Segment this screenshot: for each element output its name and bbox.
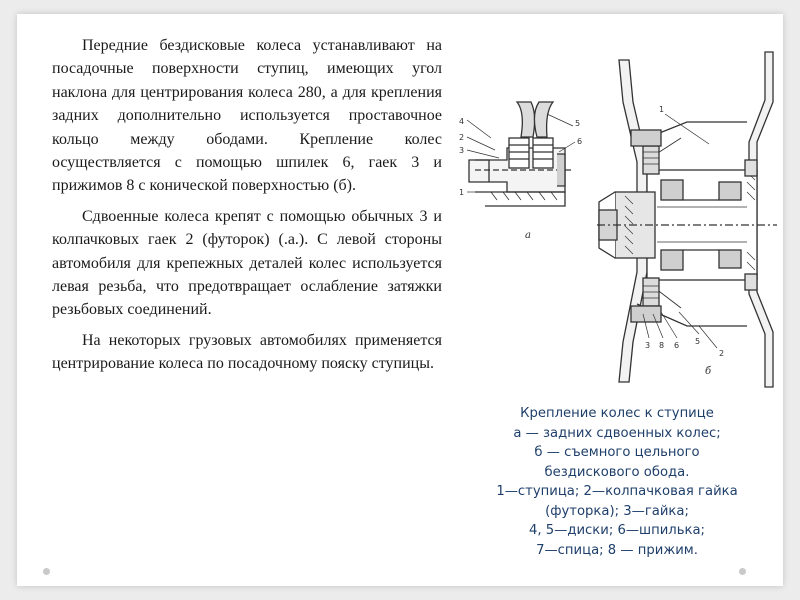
label-b-2: 2: [719, 349, 725, 358]
slide: [17, 14, 783, 586]
label-b: б: [705, 366, 712, 377]
body-text: [52, 34, 442, 383]
label-b-5: 5: [695, 337, 701, 346]
caption-line: 7—спица; 8 — прижим.: [536, 542, 698, 558]
label-a-3: 3: [459, 146, 465, 155]
label-a-6: 6: [577, 137, 583, 146]
corner-dot: [739, 568, 746, 575]
label-b-8: 8: [659, 341, 665, 350]
caption-line: бездискового обода.: [544, 464, 690, 480]
corner-dot: [43, 568, 50, 575]
caption-line: 1—ступица; 2—колпачковая гайка: [496, 484, 738, 499]
label-a: а: [525, 230, 531, 241]
label-a-4: 4: [459, 117, 465, 126]
diagram-a: [459, 102, 582, 241]
caption-line: (футорка); 3—гайка;: [545, 503, 689, 519]
paragraph-1: Передние бездисковые колеса устанавливают на посадочные поверхности ступиц, имеющих угол наклона для центрирования колеса 280, а для крепления задних дополнительно используется проставочное кольцо между ободами. Крепление колес осуществляется с помощью шпилек 6, гаек 3 и прижимов 8 с конической поверхностью (б).: [52, 37, 442, 195]
label-a-1: 1: [459, 188, 465, 197]
label-b-3: 3: [645, 341, 651, 350]
caption-line: а — задних сдвоенных колес;: [513, 425, 721, 441]
caption-line: Крепление колес к ступице: [520, 406, 714, 421]
label-b-1: 1: [659, 105, 665, 114]
label-b-6: 6: [674, 341, 680, 350]
label-a-2: 2: [459, 133, 465, 142]
paragraph-3: На некоторых грузовых автомобилях применяется центрирование колеса по посадочному пояску ступицы.: [52, 331, 442, 373]
label-a-5: 5: [575, 119, 581, 128]
figure-caption: [457, 404, 777, 560]
diagram-b: [597, 52, 777, 387]
caption-line: б — съемного цельного: [534, 445, 700, 460]
paragraph-2: Сдвоенные колеса крепят с помощью обычных 3 и колпачковых гаек 2 (футорок) (.а.). С левой стороны автомобиля для крепежных деталей колес используется левая резьба, что предотвращает ослабление затяжки резьбовых соединений.: [52, 207, 442, 319]
wheel-hub-diagram: [447, 42, 777, 397]
caption-line: 4, 5—диски; 6—шпилька;: [529, 523, 705, 538]
